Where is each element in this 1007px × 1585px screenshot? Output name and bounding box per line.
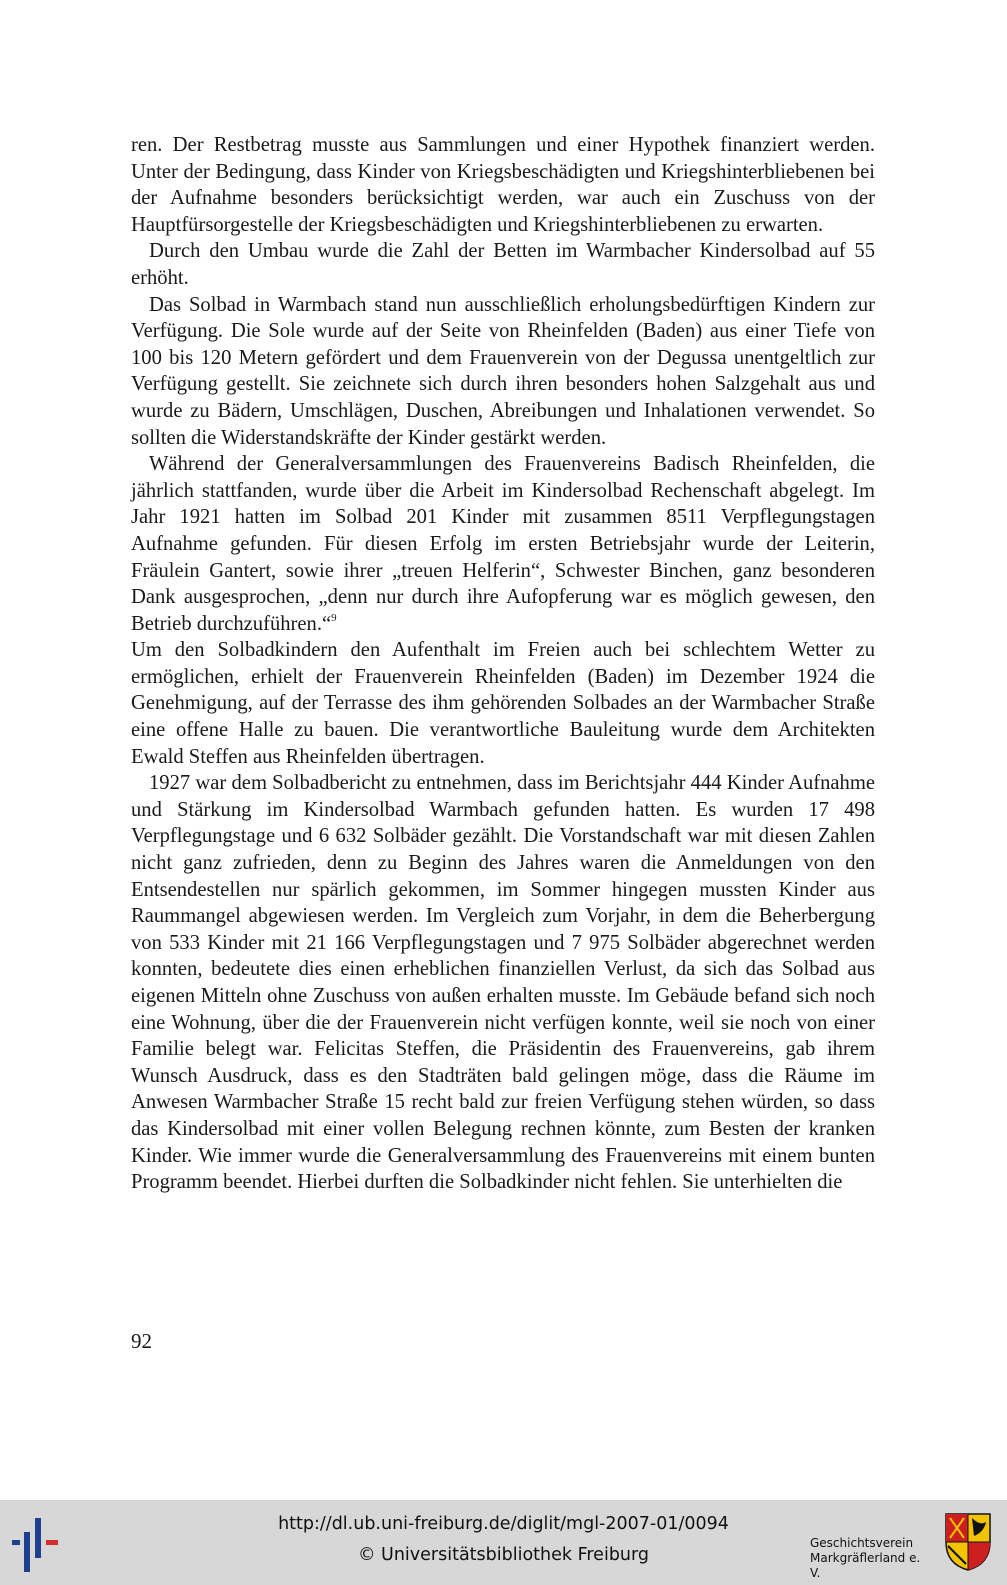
society-name-line-2: Markgräflerland e. V. — [810, 1551, 921, 1580]
page-number: 92 — [131, 1329, 152, 1353]
footer-bar — [0, 1500, 1007, 1585]
footer-copyright: © Universitätsbibliothek Freiburg — [357, 1545, 650, 1565]
paragraph-4 — [131, 451, 875, 637]
paragraph-3: Das Solbad in Warmbach stand nun ausschließlich erholungsbedürftigen Kindern zur Verfügung. Die Sole wurde auf der Seite von Rheinfelden (Baden) aus einer Tiefe von 100 bis 120 Metern gefördert und dem Frauenverein von der Degussa unentgeltlich zur Verfügung gestellt. Sie zeichnete sich durch ihren besonders hohen Salzgehalt aus und wurde zu Bädern, Umschlägen, Duschen, Abreibungen und Inhalationen verwendet. So sollten die Widerstandskräfte der Kinder gestärkt werden. — [131, 293, 875, 449]
paragraph-5: Um den Solbadkindern den Aufenthalt im Freien auch bei schlechtem Wetter zu ermöglichen, erhielt der Frauenverein Rheinfelden (Baden) im Dezember 1924 die Genehmigung, auf der Terrasse des ihm gehörenden Solbades an der Warmbacher Straße eine offene Halle zu bauen. Die verantwortliche Bauleitung wurde dem Architekten Ewald Steffen aus Rheinfelden übertragen. — [131, 639, 875, 768]
paragraph-1: ren. Der Restbetrag musste aus Sammlungen und einer Hypothek finanziert werden. Unter der Bedingung, dass Kinder von Kriegsbeschädigten und Kriegshinterbliebenen bei der Aufnahme besonders berücksichtigt werden, war auch ein Zuschuss von der Hauptfürsorgestelle der Kriegsbeschädigten und Kriegshinterbliebenen zu erwarten. — [131, 134, 875, 236]
footnote-reference[interactable]: 9 — [331, 611, 337, 624]
society-name-line-1: Geschichtsverein — [810, 1536, 914, 1550]
footer-url-link[interactable]: http://dl.ub.uni-freiburg.de/diglit/mgl-2007-01/0094 — [278, 1514, 729, 1534]
paragraph-4-text: Während der Generalversammlungen des Frauenvereins Badisch Rheinfelden, die jährlich stattfanden, wurde über die Arbeit im Kindersolbad Rechenschaft abgelegt. Im Jahr 1921 hatten im Solbad 201 Kinder mit zusammen 8511 Verpflegungstagen Aufnahme gefunden. Für diesen Erfolg im ersten Betriebsjahr wurde der Leiterin, Fräulein Gantert, sowie ihrer „treuen Helferin“, Schwester Binchen, ganz besonderen Dank ausgesprochen, „denn nur durch ihre Aufopferung war es möglich gewesen, den Betrieb durchzuführen.“ — [131, 453, 875, 635]
society-name — [810, 1536, 930, 1581]
coat-of-arms-icon — [944, 1512, 992, 1572]
paragraph-6: 1927 war dem Solbadbericht zu entnehmen, dass im Berichtsjahr 444 Kinder Aufnahme und Stärkung im Kindersolbad Warmbach gefunden hatten. Es wurden 17 498 Verpflegungstage und 6 632 Solbäder gezählt. Die Vorstandschaft war mit diesen Zahlen nicht ganz zufrieden, denn zu Beginn des Jahres waren die Anmeldungen von den Entsendestellen nur spärlich gekommen, im Sommer hingegen mussten Kinder aus Raummangel abgewiesen werden. Im Vergleich zum Vorjahr, in dem die Beherbergung von 533 Kinder mit 21 166 Verpflegungstagen und 7 975 Solbäder abgerechnet werden konnten, bedeutete dies einen erheblichen finanziellen Verlust, da sich das Solbad aus eigenen Mitteln ohne Zuschuss von außen erhalten musste. Im Gebäude befand sich noch eine Wohnung, über die der Frauenverein nicht verfügen konnte, weil sie noch von einer Familie belegt war. Felicitas Steffen, die Präsidentin des Frauenvereins, gab ihrem Wunsch Ausdruck, dass es den Stadträten bald gelingen möge, dass die Räume im Anwesen Warmbacher Straße 15 recht bald zur freien Verfügung stehen würden, so dass das Kindersolbad mit einer vollen Belegung rechnen könnte, zum Besten der kranken Kinder. Wie immer wurde die Generalversammlung des Frauenvereins mit einem bunten Programm beendet. Hierbei durften die Solbadkinder nicht fehlen. Sie unterhielten die — [131, 772, 875, 1194]
paragraph-2: Durch den Umbau wurde die Zahl der Betten im Warmbacher Kindersolbad auf 55 erhöht. — [131, 240, 875, 289]
body-text — [131, 132, 875, 1196]
